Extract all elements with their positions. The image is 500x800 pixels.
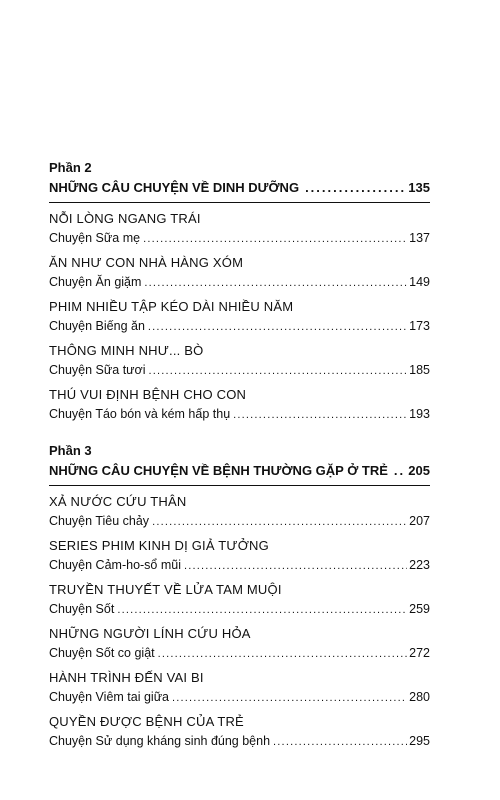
- toc-entry[interactable]: [49, 626, 430, 662]
- dot-leader: [117, 602, 407, 618]
- entry-page-number: 193: [409, 407, 430, 421]
- part-title: NHỮNG CÂU CHUYỆN VỀ BỆNH THƯỜNG GẶP Ở TRẺ: [49, 463, 388, 478]
- toc-entry[interactable]: [49, 670, 430, 706]
- entry-title: TRUYỀN THUYẾT VỀ LỬA TAM MUỘI: [49, 582, 282, 597]
- entry-line: [49, 733, 430, 750]
- entry-title: PHIM NHIỀU TẬP KÉO DÀI NHIỀU NĂM: [49, 299, 294, 314]
- part-3-section: [49, 443, 430, 750]
- toc-entry[interactable]: [49, 582, 430, 618]
- dot-leader: [158, 646, 408, 662]
- entry-title: SERIES PHIM KINH DỊ GIẢ TƯỞNG: [49, 538, 269, 553]
- entry-line: [49, 406, 430, 423]
- entry-page-number: 137: [409, 231, 430, 245]
- entry-page-number: 259: [409, 602, 430, 616]
- part-label: Phần 2: [49, 160, 92, 175]
- entry-line: [49, 513, 430, 530]
- part-heading[interactable]: [49, 179, 430, 203]
- entry-page-number: 272: [409, 646, 430, 660]
- entry-line: [49, 274, 430, 291]
- dot-leader: [273, 734, 407, 750]
- dot-leader: [148, 319, 407, 335]
- toc-entry[interactable]: [49, 494, 430, 530]
- dot-leader: [172, 690, 407, 706]
- entry-story: Chuyện Biếng ăn: [49, 319, 145, 333]
- dot-leader: [305, 179, 405, 196]
- entry-line: [49, 318, 430, 335]
- entry-title: QUYỀN ĐƯỢC BỆNH CỦA TRẺ: [49, 714, 244, 729]
- toc-entry[interactable]: [49, 714, 430, 750]
- entry-story: Chuyện Sốt co giật: [49, 646, 155, 660]
- entry-story: Chuyện Sốt: [49, 602, 115, 616]
- entry-page-number: 207: [409, 514, 430, 528]
- entry-title: THÔNG MINH NHƯ... BÒ: [49, 343, 204, 358]
- part-label: Phần 3: [49, 443, 92, 458]
- entry-line: [49, 689, 430, 706]
- entry-page-number: 280: [409, 690, 430, 704]
- part-page-number: 135: [408, 180, 430, 195]
- entry-title: NHỮNG NGƯỜI LÍNH CỨU HỎA: [49, 626, 251, 641]
- entry-title: NỖI LÒNG NGANG TRÁI: [49, 211, 201, 226]
- entry-line: [49, 645, 430, 662]
- part-heading[interactable]: [49, 462, 430, 486]
- entry-page-number: 295: [409, 734, 430, 748]
- toc-entry[interactable]: [49, 387, 430, 423]
- entry-title: THÚ VUI ĐỊNH BỆNH CHO CON: [49, 387, 247, 402]
- entry-story: Chuyện Tiêu chảy: [49, 514, 150, 528]
- dot-leader: [149, 363, 408, 379]
- entry-page-number: 185: [409, 363, 430, 377]
- entry-page-number: 223: [409, 558, 430, 572]
- dot-leader: [144, 275, 407, 291]
- entry-line: [49, 230, 430, 247]
- entry-story: Chuyện Sữa mẹ: [49, 231, 141, 245]
- dot-leader: [233, 407, 407, 423]
- entry-page-number: 149: [409, 275, 430, 289]
- entry-story: Chuyện Viêm tai giữa: [49, 690, 170, 704]
- entry-story: Chuyện Táo bón và kém hấp thụ: [49, 407, 231, 421]
- part-2-section: [49, 160, 430, 423]
- table-of-contents: [49, 160, 430, 770]
- part-title: NHỮNG CÂU CHUYỆN VỀ DINH DƯỠNG: [49, 180, 300, 195]
- entry-title: XẢ NƯỚC CỨU THÂN: [49, 494, 187, 509]
- entry-page-number: 173: [409, 319, 430, 333]
- toc-entry[interactable]: [49, 538, 430, 574]
- toc-entry[interactable]: [49, 211, 430, 247]
- part-page-number: 205: [408, 463, 430, 478]
- entry-title: HÀNH TRÌNH ĐẾN VAI BI: [49, 670, 204, 685]
- dot-leader: [143, 231, 407, 247]
- entry-line: [49, 601, 430, 618]
- entry-title: ĂN NHƯ CON NHÀ HÀNG XÓM: [49, 255, 244, 270]
- entry-story: Chuyện Cảm-ho-sổ mũi: [49, 558, 181, 572]
- dot-leader: [394, 462, 405, 479]
- entry-line: [49, 557, 430, 574]
- entry-story: Chuyện Ăn giặm: [49, 275, 142, 289]
- toc-entry[interactable]: [49, 255, 430, 291]
- toc-entry[interactable]: [49, 299, 430, 335]
- dot-leader: [184, 558, 407, 574]
- entry-line: [49, 362, 430, 379]
- entry-story: Chuyện Sữa tươi: [49, 363, 146, 377]
- toc-entry[interactable]: [49, 343, 430, 379]
- dot-leader: [152, 514, 407, 530]
- entry-story: Chuyện Sử dụng kháng sinh đúng bệnh: [49, 734, 271, 748]
